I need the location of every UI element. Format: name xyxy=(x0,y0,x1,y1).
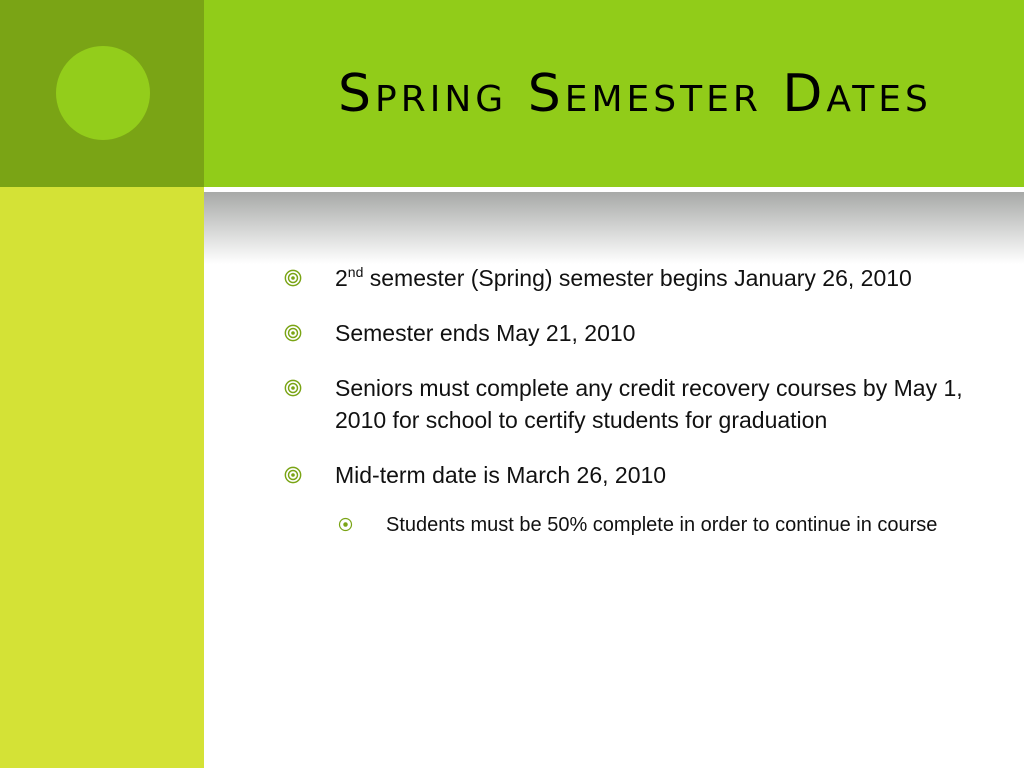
target-bullet-icon xyxy=(284,379,302,397)
bullet-text: Seniors must complete any credit recovery courses by May 1, 2010 for school to certify students for graduation xyxy=(335,375,963,433)
bullet-text: Semester ends May 21, 2010 xyxy=(335,320,636,346)
bullet-item xyxy=(284,317,964,349)
bullet-item xyxy=(284,459,964,491)
target-bullet-icon xyxy=(284,269,302,287)
slide-title: Spring Semester Dates xyxy=(338,64,932,124)
bullet-superscript: nd xyxy=(347,264,364,280)
gradient-band xyxy=(204,192,1024,264)
target-bullet-icon xyxy=(284,466,302,484)
bullet-item xyxy=(284,262,964,294)
bullet-text: Mid-term date is March 26, 2010 xyxy=(335,462,667,488)
bullet-item xyxy=(284,372,964,436)
sub-bullet-text: Students must be 50% complete in order to continue in course xyxy=(386,514,938,536)
bullet-number: 2 xyxy=(335,265,348,291)
sub-bullet-item xyxy=(284,511,964,540)
decorative-circle xyxy=(56,46,150,140)
target-bullet-icon xyxy=(338,517,353,532)
bullet-list xyxy=(284,262,964,563)
target-bullet-icon xyxy=(284,324,302,342)
bullet-text: semester (Spring) semester begins January 26, 2010 xyxy=(363,265,912,291)
left-bottom-panel xyxy=(0,187,204,768)
